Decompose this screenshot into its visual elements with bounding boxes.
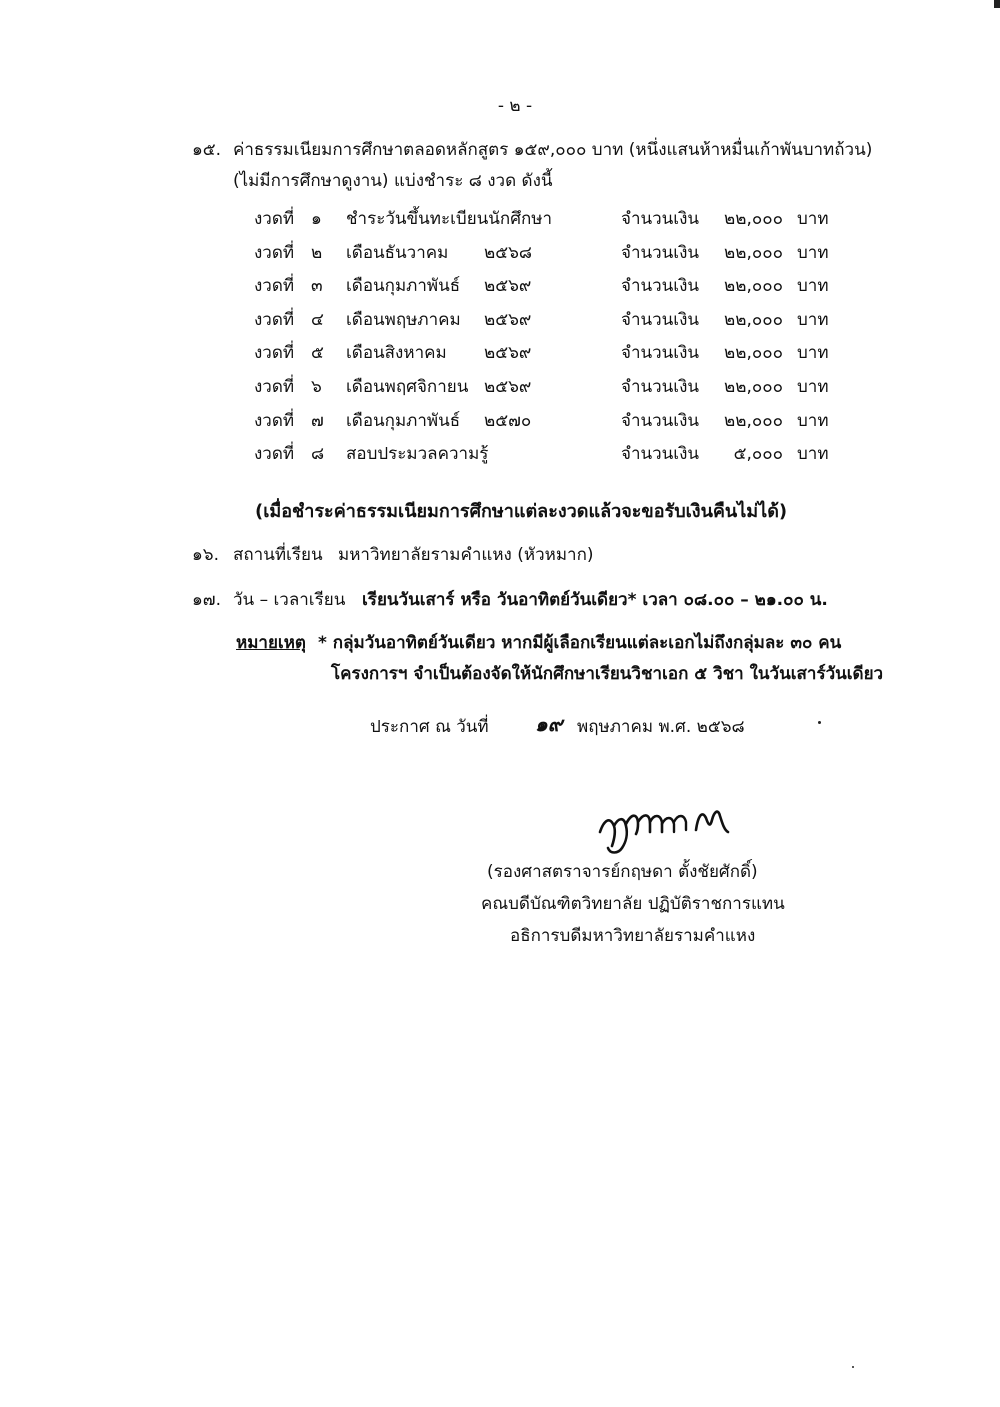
installment-no: ๖: [311, 377, 322, 397]
announcement-prefix: ประกาศ ณ วันที่: [370, 717, 489, 737]
installment-unit: บาท: [797, 276, 829, 297]
remark-line2: โครงการฯ จำเป็นต้องจัดให้นักศึกษาเรียนวิชาเอก ๕ วิชา ในวันเสาร์วันเดียว: [331, 664, 884, 684]
installment-label: งวดที่: [254, 209, 295, 229]
installment-unit: บาท: [797, 343, 829, 364]
installment-label: งวดที่: [254, 276, 295, 297]
installment-no: ๔: [311, 309, 324, 330]
installment-no: ๑: [311, 209, 322, 229]
installment-amount-label: จำนวนเงิน: [621, 276, 700, 297]
installment-unit: บาท: [797, 242, 829, 263]
scan-speck: [818, 721, 821, 724]
installment-desc: เดือนธันวาคม: [346, 242, 449, 263]
signatory-position-2: อธิการบดีมหาวิทยาลัยรามคำแหง: [510, 926, 756, 946]
installment-amount-label: จำนวนเงิน: [621, 209, 700, 229]
installment-no: ๒: [311, 242, 323, 263]
announcement-day: ๑๙: [535, 712, 563, 736]
installment-label: งวดที่: [254, 444, 295, 465]
installment-amount: ๒๒,๐๐๐: [724, 209, 783, 229]
item15-number: ๑๕.: [192, 140, 222, 160]
item16-value: มหาวิทยาลัยรามคำแหง (หัวหมาก): [338, 545, 594, 565]
installment-year: ๒๕๗๐: [484, 410, 532, 431]
installment-desc: เดือนพฤษภาคม: [346, 309, 461, 330]
installment-year: ๒๕๖๙: [484, 377, 532, 397]
installment-amount: ๕,๐๐๐: [733, 444, 783, 465]
signature: [592, 790, 742, 860]
installment-label: งวดที่: [254, 309, 295, 330]
installment-amount: ๒๒,๐๐๐: [724, 309, 783, 330]
installment-unit: บาท: [797, 209, 829, 229]
signatory-position-1: คณบดีบัณฑิตวิทยาลัย ปฏิบัติราชการแทน: [481, 894, 785, 914]
installment-amount: ๒๒,๐๐๐: [724, 242, 783, 263]
item17-label: วัน – เวลาเรียน: [233, 590, 346, 610]
installment-amount-label: จำนวนเงิน: [621, 410, 700, 431]
installment-unit: บาท: [797, 410, 829, 431]
installment-label: งวดที่: [254, 410, 295, 431]
installment-amount-label: จำนวนเงิน: [621, 309, 700, 330]
installment-amount-label: จำนวนเงิน: [621, 343, 700, 364]
installment-label: งวดที่: [254, 242, 295, 263]
installment-amount: ๒๒,๐๐๐: [724, 410, 783, 431]
installment-year: ๒๕๖๙: [484, 343, 532, 364]
installment-unit: บาท: [797, 377, 829, 397]
remark-line1: * กลุ่มวันอาทิตย์วันเดียว หากมีผู้เลือกเรียนแต่ละเอกไม่ถึงกลุ่มละ ๓๐ คน: [318, 633, 842, 653]
item15-line1: ค่าธรรมเนียมการศึกษาตลอดหลักสูตร ๑๕๙,๐๐๐ บาท (หนึ่งแสนห้าหมื่นเก้าพันบาทถ้วน): [233, 140, 873, 160]
installment-no: ๓: [311, 276, 323, 297]
scan-mark: [994, 0, 1000, 8]
installment-label: งวดที่: [254, 377, 295, 397]
remark-label: หมายเหตุ: [236, 633, 306, 653]
installment-year: ๒๕๖๙: [484, 309, 532, 330]
installment-no: ๘: [311, 444, 325, 465]
item15-line2: (ไม่มีการศึกษาดูงาน) แบ่งชำระ ๘ งวด ดังนี้: [233, 171, 553, 191]
installment-amount: ๒๒,๐๐๐: [724, 377, 783, 397]
installment-unit: บาท: [797, 309, 829, 330]
installment-amount-label: จำนวนเงิน: [621, 444, 700, 465]
installment-no: ๕: [311, 343, 324, 364]
item16-number: ๑๖.: [192, 545, 219, 565]
installment-amount-label: จำนวนเงิน: [621, 242, 700, 263]
announcement-month-year: พฤษภาคม พ.ศ. ๒๕๖๘: [577, 717, 745, 737]
installment-year: ๒๕๖๙: [484, 276, 532, 297]
item16-label: สถานที่เรียน: [233, 545, 323, 565]
installment-desc: เดือนสิงหาคม: [346, 343, 447, 364]
refund-note: (เมื่อชำระค่าธรรมเนียมการศึกษาแต่ละงวดแล้วจะขอรับเงินคืนไม่ได้): [255, 501, 788, 522]
installment-unit: บาท: [797, 444, 829, 465]
installment-amount-label: จำนวนเงิน: [621, 377, 700, 397]
page-number: - ๒ -: [497, 96, 533, 116]
scan-speck: [852, 1366, 854, 1368]
installment-label: งวดที่: [254, 343, 295, 364]
item17-number: ๑๗.: [192, 590, 221, 610]
installment-desc: เดือนพฤศจิกายน: [346, 377, 469, 397]
installment-amount: ๒๒,๐๐๐: [724, 343, 783, 364]
installment-no: ๗: [311, 410, 324, 431]
installment-desc: สอบประมวลความรู้: [346, 444, 489, 465]
installment-desc: เดือนกุมภาพันธ์: [346, 410, 461, 431]
installment-desc: ชำระวันขึ้นทะเบียนนักศึกษา: [346, 209, 553, 229]
installment-year: ๒๕๖๘: [484, 242, 532, 263]
installment-desc: เดือนกุมภาพันธ์: [346, 276, 461, 297]
item17-value: เรียนวันเสาร์ หรือ วันอาทิตย์วันเดียว* เวลา ๐๘.๐๐ – ๒๑.๐๐ น.: [362, 590, 828, 610]
signatory-name: (รองศาสตราจารย์กฤษดา ตั้งชัยศักดิ์): [487, 862, 758, 882]
installment-amount: ๒๒,๐๐๐: [724, 276, 783, 297]
